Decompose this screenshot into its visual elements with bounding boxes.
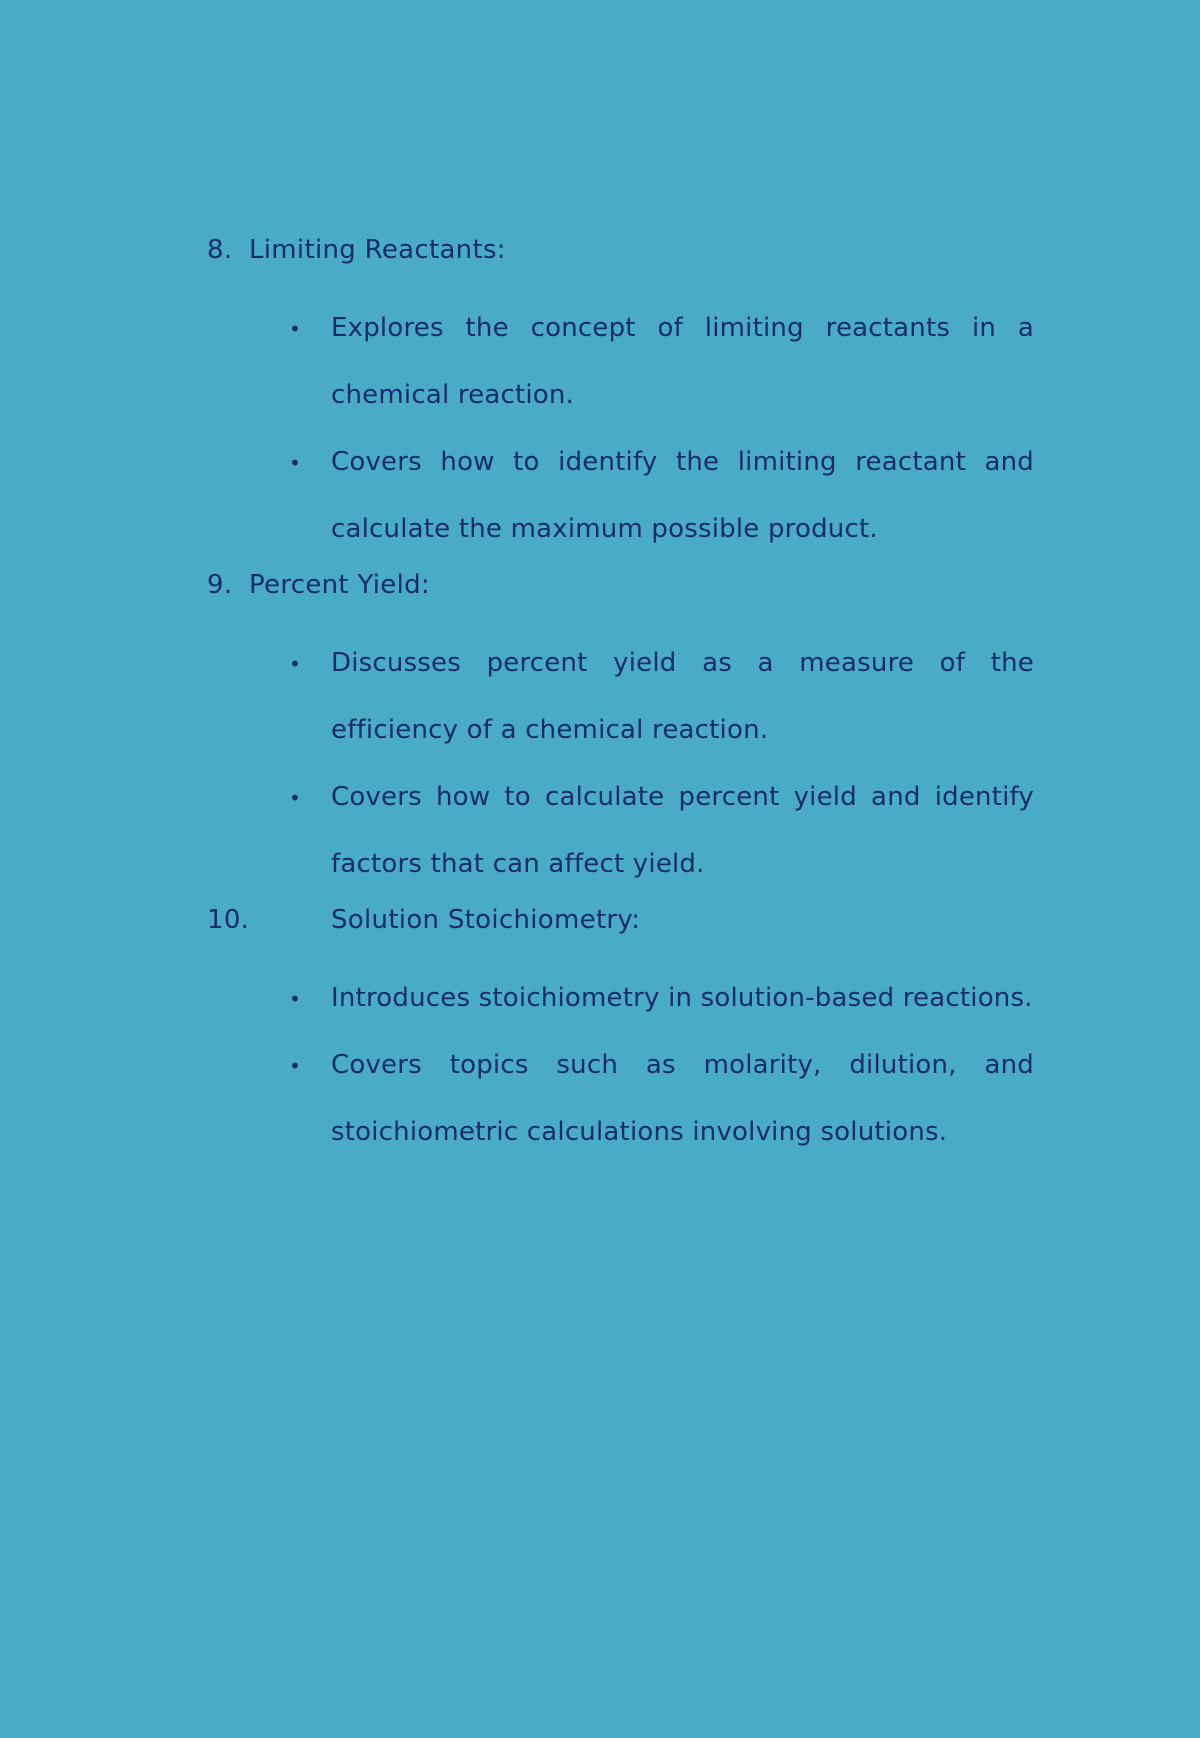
bullet-text: Discusses percent yield as a measure of the efficiency of a chemical reaction.: [331, 648, 1034, 745]
bullet-item: [207, 429, 1034, 563]
bullet-icon: [289, 1032, 301, 1100]
section-number: 8.: [207, 235, 233, 265]
bullet-text: Covers topics such as molarity, dilution, and stoichiometric calculations involving solutions.: [331, 1050, 1034, 1147]
bullet-icon: [289, 764, 301, 832]
bullet-item: [207, 764, 1034, 898]
section-heading: [207, 563, 1034, 630]
bullet-text: Explores the concept of limiting reactants in a chemical reaction.: [331, 313, 1034, 410]
bullet-icon: [289, 965, 301, 1033]
section-number: 9.: [207, 570, 233, 600]
section-heading: [207, 228, 1034, 295]
bullet-text: Covers how to identify the limiting reactant and calculate the maximum possible product.: [331, 447, 1034, 544]
bullet-item: [207, 295, 1034, 429]
section-percent-yield: [207, 563, 1034, 898]
section-limiting-reactants: [207, 228, 1034, 563]
section-heading: [207, 898, 1034, 965]
bullet-icon: [289, 295, 301, 363]
section-number: 10.: [207, 905, 250, 935]
topic-outline: [207, 228, 1034, 1166]
bullet-icon: [289, 429, 301, 497]
bullet-item: [207, 1032, 1034, 1166]
bullet-text: Covers how to calculate percent yield and identify factors that can affect yield.: [331, 782, 1034, 879]
bullet-item: [207, 965, 1034, 1032]
section-title: Solution Stoichiometry:: [331, 905, 641, 935]
bullet-item: [207, 630, 1034, 764]
section-title: Percent Yield:: [249, 570, 430, 600]
bullet-icon: [289, 630, 301, 698]
section-title: Limiting Reactants:: [249, 235, 506, 265]
section-solution-stoichiometry: [207, 898, 1034, 1166]
bullet-text: Introduces stoichiometry in solution-based reactions.: [331, 983, 1033, 1013]
